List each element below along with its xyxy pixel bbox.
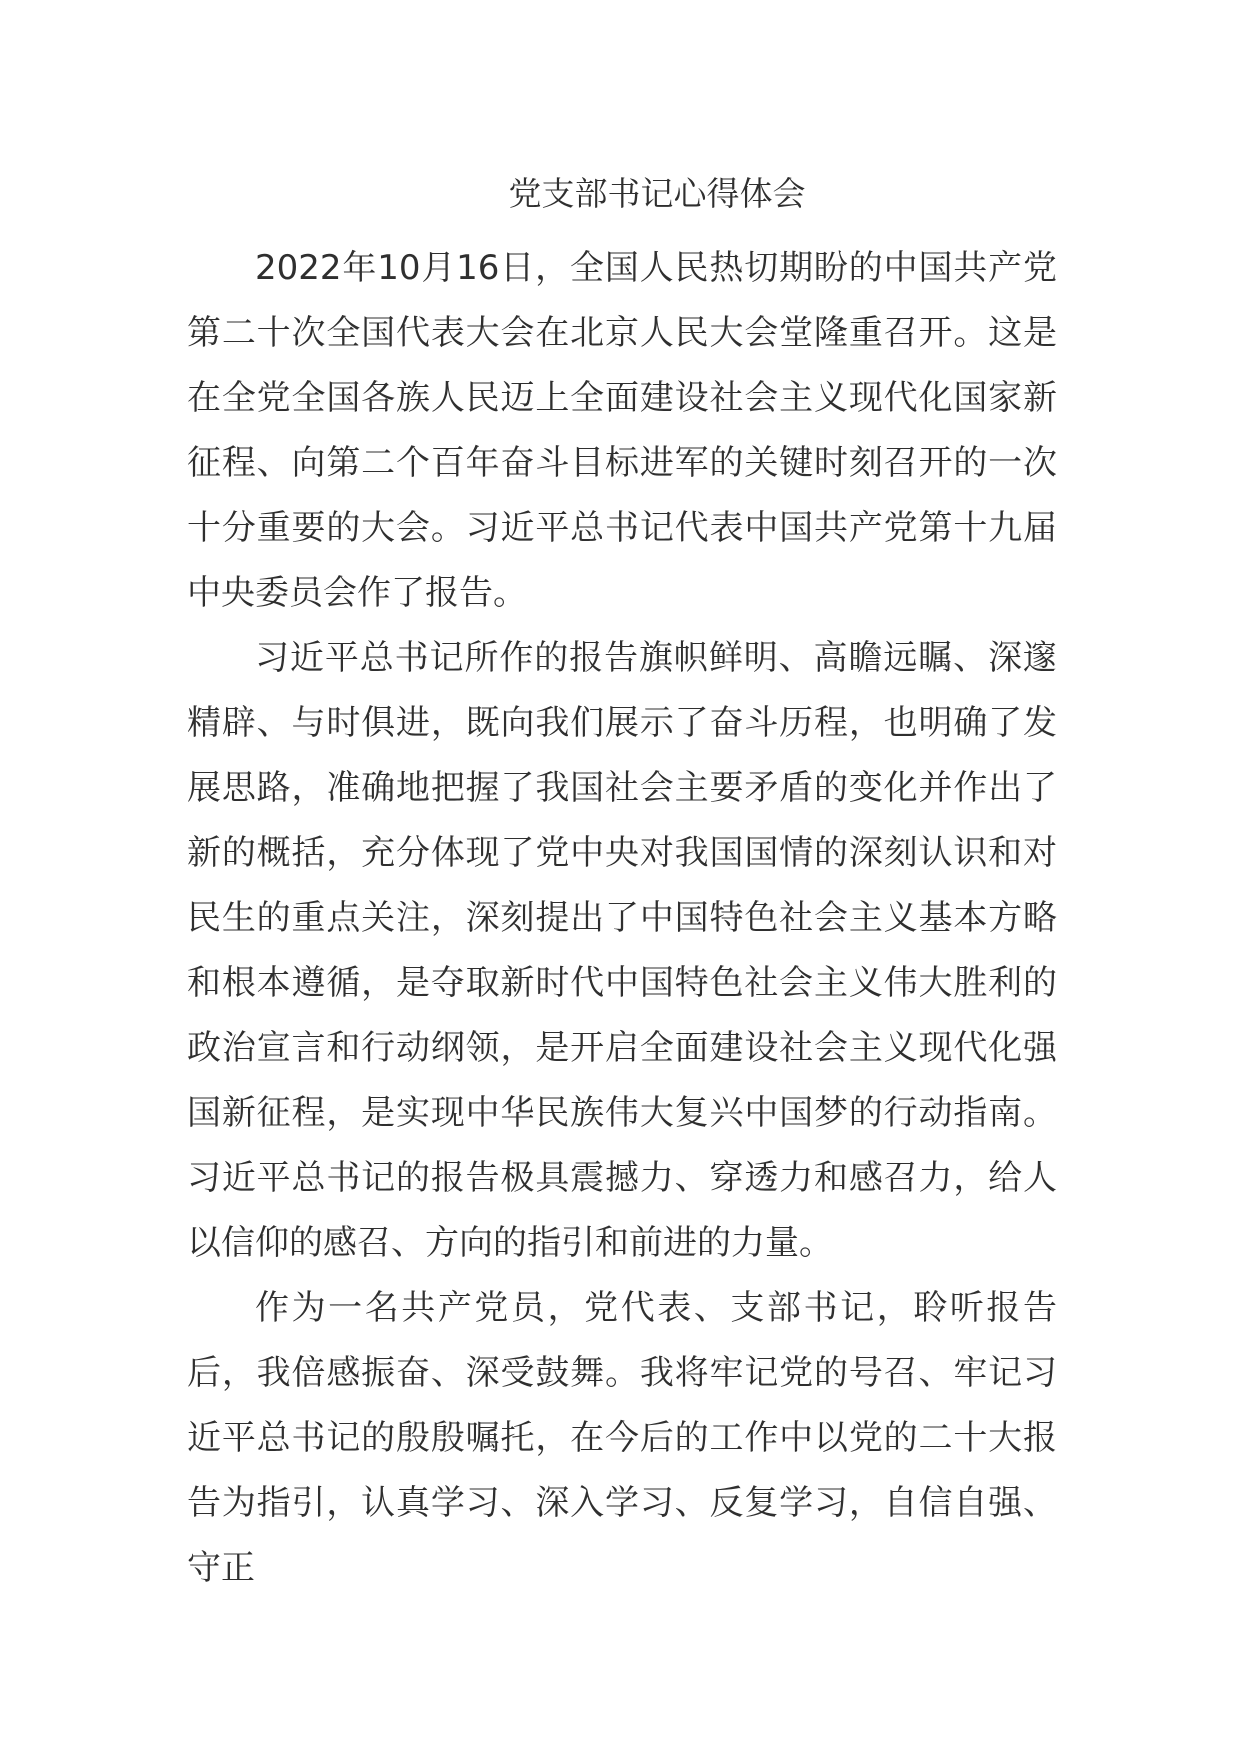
paragraph-2: 习近平总书记所作的报告旗帜鲜明、高瞻远瞩、深邃精辟、与时俱进，既向我们展示了奋斗历程，也明确了发展思路，准确地把握了我国社会主要矛盾的变化并作出了新的概括，充分体现了党中央对我国国情的深刻认识和对民生的重点关注，深刻提出了中国特色社会主义基本方略和根本遵循，是夺取新时代中国特色社会主义伟大胜利的政治宣言和行动纲领，是开启全面建设社会主义现代化强国新征程，是实现中华民族伟大复兴中国梦的行动指南。习近平总书记的报告极具震撼力、穿透力和感召力，给人以信仰的感召、方向的指引和前进的力量。	[187, 638, 1057, 1263]
paragraph-3: 作为一名共产党员，党代表、支部书记，聆听报告后，我倍感振奋、深受鼓舞。我将牢记党的号召、牢记习近平总书记的殷殷嘱托，在今后的工作中以党的二十大报告为指引，认真学习、深入学习、反复学习，自信自强、守正	[187, 1288, 1057, 1588]
document-title: 党支部书记心得体会	[508, 174, 806, 213]
paragraph-1: 2022年10月16日，全国人民热切期盼的中国共产党第二十次全国代表大会在北京人民大会堂隆重召开。这是在全党全国各族人民迈上全面建设社会主义现代化国家新征程、向第二个百年奋斗目标进军的关键时刻召开的一次十分重要的大会。习近平总书记代表中国共产党第十九届中央委员会作了报告。	[187, 248, 1057, 613]
document-body	[187, 236, 1057, 1601]
